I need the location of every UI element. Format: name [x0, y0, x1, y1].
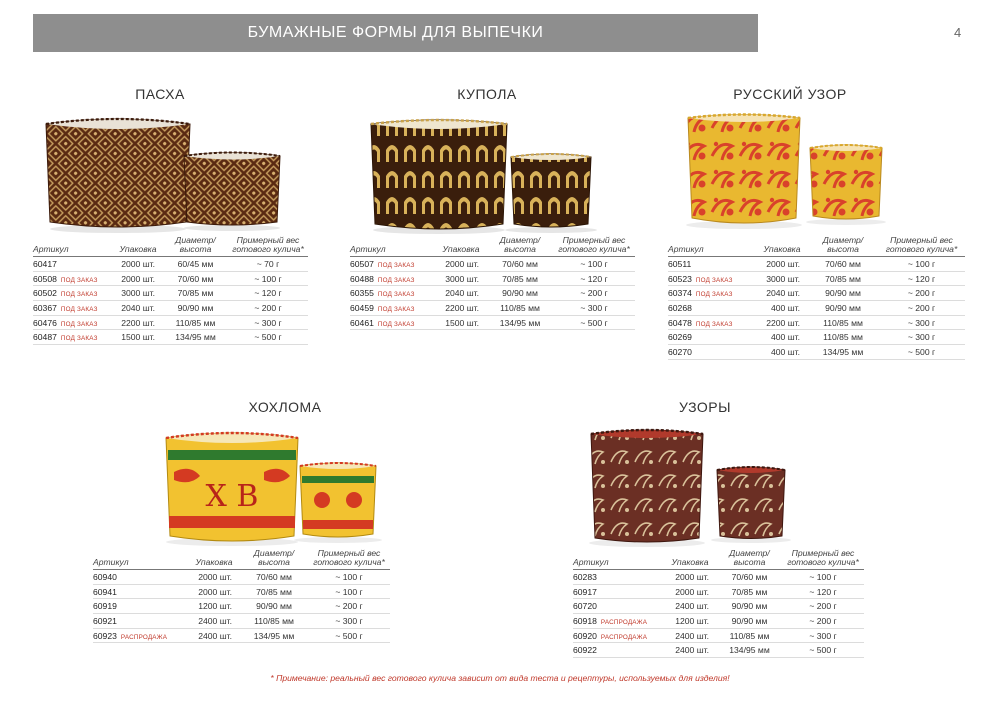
size-cell: 70/60 мм [808, 257, 878, 272]
weight-cell: ~ 300 г [228, 315, 308, 330]
weight-cell: ~ 300 г [308, 614, 390, 629]
article-number: 60919 [93, 601, 117, 612]
weight-cell: ~ 120 г [782, 584, 864, 599]
pack-cell: 2040 шт. [435, 286, 487, 301]
col-diameter: Диаметр/ высота [822, 235, 864, 254]
weight-cell: ~ 100 г [782, 570, 864, 585]
size-cell: 70/85 мм [717, 584, 782, 599]
order-note: ПОД ЗАКАЗ [695, 291, 733, 299]
table-header [93, 549, 390, 570]
table-row [668, 345, 965, 360]
article-cell [350, 257, 435, 272]
size-cell: 110/85 мм [240, 614, 308, 629]
col-pack: Упаковка [195, 557, 233, 567]
article-number: 60511 [668, 258, 692, 269]
article-number: 60502 [33, 288, 57, 299]
table-row [573, 570, 864, 585]
order-note: ПОД ЗАКАЗ [695, 320, 733, 328]
cup-letters-text: Х В [205, 479, 259, 514]
weight-cell: ~ 120 г [228, 286, 308, 301]
pascha-table [33, 236, 308, 345]
article-cell [668, 330, 756, 345]
size-cell: 90/90 мм [487, 286, 553, 301]
article-number: 60523 [668, 273, 692, 284]
pack-cell: 400 шт. [756, 301, 808, 316]
header-bar [33, 14, 758, 52]
article-number: 60923 [93, 630, 117, 641]
article-number: 60374 [668, 288, 692, 299]
article-cell [350, 315, 435, 330]
size-cell: 70/85 мм [487, 271, 553, 286]
pack-cell: 3000 шт. [756, 271, 808, 286]
order-note: ПОД ЗАКАЗ [60, 335, 98, 343]
col-article: Артикул [573, 557, 609, 567]
article-cell [350, 301, 435, 316]
col-article: Артикул [33, 244, 69, 254]
pack-cell: 3000 шт. [113, 286, 163, 301]
pack-cell: 2040 шт. [113, 301, 163, 316]
col-weight: Примерный вес готового кулича* [313, 548, 385, 567]
table-row [573, 599, 864, 614]
pack-cell: 2400 шт. [188, 628, 240, 643]
weight-cell: ~ 200 г [553, 286, 635, 301]
article-number: 60941 [93, 586, 117, 597]
col-pack: Упаковка [671, 557, 709, 567]
article-cell [668, 315, 756, 330]
article-number: 60918 [573, 615, 597, 626]
pack-cell: 2400 шт. [663, 628, 717, 643]
article-cell [33, 330, 113, 345]
table-row [350, 271, 635, 286]
weight-cell: ~ 200 г [878, 286, 965, 301]
article-cell [573, 628, 663, 643]
kupola-cups-image [365, 112, 605, 237]
size-cell: 70/85 мм [163, 286, 228, 301]
pack-cell: 1500 шт. [113, 330, 163, 345]
article-number: 60921 [93, 615, 117, 626]
weight-cell: ~ 200 г [308, 599, 390, 614]
table-row [668, 315, 965, 330]
col-diameter: Диаметр/ высота [499, 235, 541, 254]
article-cell [33, 286, 113, 301]
size-cell: 90/90 мм [717, 599, 782, 614]
weight-cell: ~ 100 г [553, 257, 635, 272]
section-title-kupola: КУПОЛА [457, 86, 517, 102]
order-note: ПОД ЗАКАЗ [377, 261, 415, 269]
article-cell [33, 271, 113, 286]
table-header [573, 549, 864, 570]
article-number: 60283 [573, 571, 597, 582]
order-note: ПОД ЗАКАЗ [60, 291, 98, 299]
pack-cell: 2000 шт. [188, 570, 240, 585]
size-cell: 60/45 мм [163, 257, 228, 272]
article-cell [668, 301, 756, 316]
col-pack: Упаковка [442, 244, 480, 254]
page-number: 4 [954, 25, 962, 40]
uzory-cups-image [585, 420, 815, 550]
article-cell [573, 599, 663, 614]
pack-cell: 1500 шт. [435, 315, 487, 330]
weight-cell: ~ 300 г [878, 315, 965, 330]
weight-cell: ~ 500 г [228, 330, 308, 345]
russian-pattern-cups-image [682, 108, 892, 233]
pack-cell: 2400 шт. [188, 614, 240, 629]
size-cell: 90/90 мм [808, 301, 878, 316]
table-row [350, 315, 635, 330]
article-number: 60487 [33, 332, 57, 343]
pack-cell: 2000 шт. [435, 257, 487, 272]
size-cell: 70/85 мм [240, 584, 308, 599]
footnote: * Примечание: реальный вес готового кулича зависит от вида теста и рецептуры, используемых для изделия! [270, 673, 730, 683]
article-number: 60367 [33, 302, 57, 313]
article-cell [93, 584, 188, 599]
pack-cell: 2200 шт. [756, 315, 808, 330]
table-row [33, 286, 308, 301]
table-header [668, 236, 965, 257]
article-number: 60355 [350, 288, 374, 299]
order-note: ПОД ЗАКАЗ [377, 320, 415, 328]
size-cell: 70/85 мм [808, 271, 878, 286]
article-cell [33, 257, 113, 272]
article-number: 60478 [668, 317, 692, 328]
article-number: 60920 [573, 630, 597, 641]
table-row [573, 643, 864, 658]
article-number: 60940 [93, 571, 117, 582]
table-row [573, 614, 864, 629]
table-row [668, 286, 965, 301]
pack-cell: 2200 шт. [435, 301, 487, 316]
pack-cell: 2000 шт. [663, 584, 717, 599]
pack-cell: 2000 шт. [113, 257, 163, 272]
pack-cell: 400 шт. [756, 330, 808, 345]
order-note: ПОД ЗАКАЗ [60, 305, 98, 313]
weight-cell: ~ 200 г [878, 301, 965, 316]
col-weight: Примерный вес готового кулича* [787, 548, 859, 567]
size-cell: 70/60 мм [240, 570, 308, 585]
size-cell: 134/95 мм [808, 345, 878, 360]
table-row [33, 257, 308, 272]
article-number: 60917 [573, 586, 597, 597]
size-cell: 70/60 мм [487, 257, 553, 272]
weight-cell: ~ 200 г [228, 301, 308, 316]
pack-cell: 1200 шт. [188, 599, 240, 614]
pack-cell: 2000 шт. [663, 570, 717, 585]
size-cell: 134/95 мм [163, 330, 228, 345]
table-row [573, 584, 864, 599]
table-row [668, 330, 965, 345]
weight-cell: ~ 100 г [308, 570, 390, 585]
size-cell: 134/95 мм [240, 628, 308, 643]
table-row [668, 271, 965, 286]
article-number: 60268 [668, 302, 692, 313]
size-cell: 90/90 мм [163, 301, 228, 316]
table-row [93, 614, 390, 629]
article-number: 60461 [350, 317, 374, 328]
article-number: 60720 [573, 601, 597, 612]
section-title-pascha: ПАСХА [135, 86, 185, 102]
article-number: 60269 [668, 332, 692, 343]
table-row [93, 584, 390, 599]
size-cell: 70/60 мм [717, 570, 782, 585]
size-cell: 70/60 мм [163, 271, 228, 286]
pack-cell: 2000 шт. [113, 271, 163, 286]
weight-cell: ~ 120 г [553, 271, 635, 286]
col-article: Артикул [668, 244, 704, 254]
order-note: ПОД ЗАКАЗ [377, 276, 415, 284]
table-row [350, 301, 635, 316]
table-row [350, 257, 635, 272]
table-row [93, 570, 390, 585]
size-cell: 134/95 мм [717, 643, 782, 658]
col-pack: Упаковка [763, 244, 801, 254]
col-weight: Примерный вес готового кулича* [232, 235, 304, 254]
table-row [33, 330, 308, 345]
size-cell: 110/85 мм [717, 628, 782, 643]
uzory-table [573, 549, 864, 658]
section-title-khokhloma: ХОХЛОМА [248, 399, 322, 415]
col-pack: Упаковка [119, 244, 157, 254]
article-cell [93, 614, 188, 629]
article-cell [573, 584, 663, 599]
table-header [33, 236, 308, 257]
size-cell: 90/90 мм [808, 286, 878, 301]
russian-pattern-table [668, 236, 965, 360]
pack-cell: 1200 шт. [663, 614, 717, 629]
article-number: 60507 [350, 258, 374, 269]
size-cell: 90/90 мм [717, 614, 782, 629]
table-row [93, 599, 390, 614]
pack-cell: 400 шт. [756, 345, 808, 360]
pack-cell: 2400 шт. [663, 599, 717, 614]
order-note: РАСПРОДАЖА [600, 618, 648, 626]
weight-cell: ~ 100 г [228, 271, 308, 286]
table-header [350, 236, 635, 257]
article-cell [350, 286, 435, 301]
order-note: РАСПРОДАЖА [120, 633, 168, 641]
table-row [573, 628, 864, 643]
weight-cell: ~ 200 г [782, 599, 864, 614]
col-article: Артикул [350, 244, 386, 254]
khokhloma-cups-image [160, 420, 390, 550]
size-cell: 90/90 мм [240, 599, 308, 614]
col-diameter: Диаметр/ высота [175, 235, 216, 254]
section-title-uzory: УЗОРЫ [678, 399, 731, 415]
weight-cell: ~ 300 г [553, 301, 635, 316]
weight-cell: ~ 200 г [782, 614, 864, 629]
article-cell [93, 570, 188, 585]
kupola-table [350, 236, 635, 330]
col-weight: Примерный вес готового кулича* [885, 235, 958, 254]
weight-cell: ~ 300 г [782, 628, 864, 643]
section-title-russian: РУССКИЙ УЗОР [733, 86, 847, 102]
table-row [33, 271, 308, 286]
col-diameter: Диаметр/ высота [729, 548, 770, 567]
article-cell [33, 301, 113, 316]
order-note: РАСПРОДАЖА [600, 633, 648, 641]
article-number: 60459 [350, 302, 374, 313]
size-cell: 110/85 мм [808, 315, 878, 330]
article-cell [33, 315, 113, 330]
article-number: 60476 [33, 317, 57, 328]
article-cell [668, 286, 756, 301]
article-number: 60417 [33, 258, 57, 269]
article-number: 60922 [573, 645, 597, 656]
article-cell [573, 643, 663, 658]
article-cell [668, 345, 756, 360]
article-cell [573, 570, 663, 585]
weight-cell: ~ 100 г [308, 584, 390, 599]
weight-cell: ~ 100 г [878, 257, 965, 272]
table-row [668, 301, 965, 316]
pack-cell: 2000 шт. [756, 257, 808, 272]
col-article: Артикул [93, 557, 129, 567]
table-row [350, 286, 635, 301]
size-cell: 110/85 мм [487, 301, 553, 316]
article-cell [93, 599, 188, 614]
pack-cell: 2000 шт. [188, 584, 240, 599]
article-cell [668, 257, 756, 272]
page-title: БУМАЖНЫЕ ФОРМЫ ДЛЯ ВЫПЕЧКИ [247, 24, 544, 41]
article-cell [573, 614, 663, 629]
pascha-cups-image [36, 104, 306, 234]
pack-cell: 3000 шт. [435, 271, 487, 286]
order-note: ПОД ЗАКАЗ [377, 305, 415, 313]
size-cell: 134/95 мм [487, 315, 553, 330]
size-cell: 110/85 мм [808, 330, 878, 345]
article-cell [93, 628, 188, 643]
pack-cell: 2400 шт. [663, 643, 717, 658]
weight-cell: ~ 500 г [878, 345, 965, 360]
table-row [33, 301, 308, 316]
pack-cell: 2040 шт. [756, 286, 808, 301]
weight-cell: ~ 70 г [228, 257, 308, 272]
weight-cell: ~ 500 г [553, 315, 635, 330]
weight-cell: ~ 120 г [878, 271, 965, 286]
weight-cell: ~ 500 г [308, 628, 390, 643]
order-note: ПОД ЗАКАЗ [60, 276, 98, 284]
col-weight: Примерный вес готового кулича* [558, 235, 630, 254]
order-note: ПОД ЗАКАЗ [60, 320, 98, 328]
article-number: 60508 [33, 273, 57, 284]
size-cell: 110/85 мм [163, 315, 228, 330]
table-row [33, 315, 308, 330]
khokhloma-table [93, 549, 390, 643]
table-row [668, 257, 965, 272]
article-number: 60488 [350, 273, 374, 284]
order-note: ПОД ЗАКАЗ [377, 291, 415, 299]
weight-cell: ~ 300 г [878, 330, 965, 345]
weight-cell: ~ 500 г [782, 643, 864, 658]
col-diameter: Диаметр/ высота [253, 548, 295, 567]
pack-cell: 2200 шт. [113, 315, 163, 330]
order-note: ПОД ЗАКАЗ [695, 276, 733, 284]
article-cell [668, 271, 756, 286]
article-cell [350, 271, 435, 286]
article-number: 60270 [668, 346, 692, 357]
table-row [93, 628, 390, 643]
